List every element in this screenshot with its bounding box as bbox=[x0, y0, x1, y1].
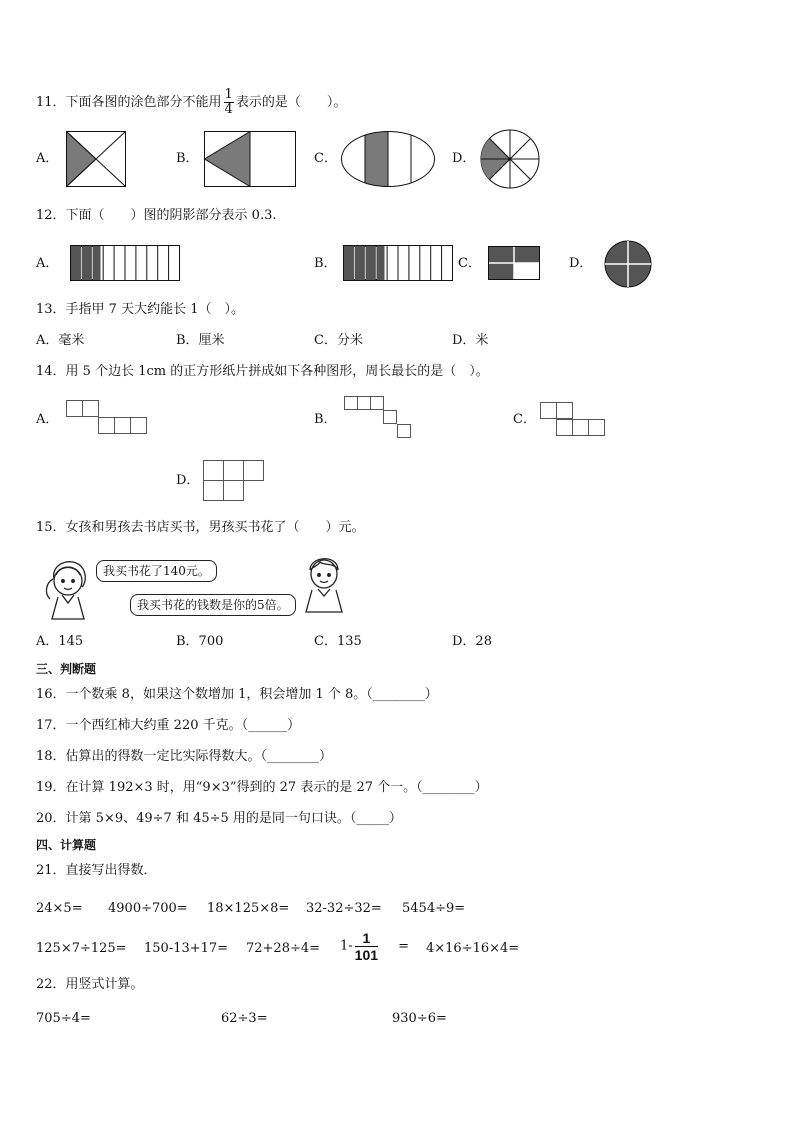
figure-14d bbox=[203, 460, 266, 502]
boy-speech-bubble bbox=[130, 594, 296, 616]
question-13: 13．手指甲 7 天大约能长 1（ ）。 bbox=[36, 302, 244, 317]
numerator: 1 bbox=[224, 87, 233, 102]
fraction bbox=[355, 930, 378, 963]
question-15: 15．女孩和男孩去书店买书，男孩买书花了（ ）元。 bbox=[36, 520, 365, 535]
calc-item: 5454÷9= bbox=[402, 901, 466, 916]
calc-item: 125×7÷125= bbox=[36, 941, 127, 956]
figure-11b bbox=[204, 131, 296, 187]
question-text: 11．下面各图的涂色部分不能用 bbox=[36, 95, 222, 110]
calc-item: 4×16÷16×4= bbox=[426, 941, 520, 956]
question-22: 22．用竖式计算。 bbox=[36, 977, 144, 992]
denominator: 101 bbox=[354, 947, 379, 963]
option-b: B．700 bbox=[176, 634, 224, 649]
question-21: 21．直接写出得数． bbox=[36, 863, 157, 878]
option-label-d: D． bbox=[176, 473, 200, 488]
girl-speech-bubble bbox=[96, 560, 217, 582]
option-c: C．分米 bbox=[314, 333, 363, 348]
figure-12a bbox=[70, 245, 180, 281]
expression-text: 1- bbox=[340, 938, 353, 954]
option-label-b: B． bbox=[314, 412, 337, 427]
question-18: 18．估算出的得数一定比实际得数大。（________） bbox=[36, 749, 333, 764]
boy-illustration bbox=[300, 552, 348, 614]
equals-sign: = bbox=[398, 938, 410, 954]
figure-11d bbox=[480, 129, 540, 189]
figure-14b bbox=[344, 396, 414, 439]
fraction bbox=[224, 88, 234, 117]
question-14: 14．用 5 个边长 1cm 的正方形纸片拼成如下各种图形，周长最长的是（ ）。 bbox=[36, 364, 489, 379]
calc-item: 18×125×8= bbox=[207, 901, 290, 916]
calc-item: 32-32÷32= bbox=[306, 901, 382, 916]
question-11 bbox=[36, 88, 346, 117]
boy-speech-text: 我买书花的钱数是你的5倍。 bbox=[137, 598, 289, 612]
option-label-d: D． bbox=[569, 256, 593, 271]
numerator: 1 bbox=[355, 930, 378, 947]
denominator: 4 bbox=[224, 102, 233, 117]
calc-item: 72+28÷4= bbox=[246, 941, 321, 956]
option-label-d: D． bbox=[452, 151, 476, 166]
question-16: 16．一个数乘 8，如果这个数增加 1，积会增加 1 个 8。（________） bbox=[36, 687, 438, 702]
option-label-c: C． bbox=[513, 412, 536, 427]
figure-12d bbox=[604, 240, 652, 288]
option-label-a: A． bbox=[36, 151, 59, 166]
question-20: 20．计第 5×9、49÷7 和 45÷5 用的是同一句口诀。（_____） bbox=[36, 811, 402, 826]
option-label-c: C． bbox=[458, 256, 481, 271]
figure-12b bbox=[343, 245, 453, 281]
figure-12c bbox=[488, 246, 540, 280]
figure-14a bbox=[66, 400, 148, 435]
option-d: D．米 bbox=[452, 333, 489, 348]
calc-item: 4900÷700= bbox=[108, 901, 188, 916]
figure-11c bbox=[341, 131, 435, 187]
option-label-b: B． bbox=[314, 256, 337, 271]
option-label-b: B． bbox=[176, 151, 199, 166]
question-text: 表示的是（ ）。 bbox=[235, 95, 347, 110]
calc-item-fraction bbox=[340, 930, 409, 963]
option-a: A．145 bbox=[36, 634, 84, 649]
option-d: D．28 bbox=[452, 634, 492, 649]
vertical-calc-item: 62÷3= bbox=[221, 1011, 268, 1026]
question-17: 17．一个西红柿大约重 220 千克。（______） bbox=[36, 718, 301, 733]
vertical-calc-item: 705÷4= bbox=[36, 1011, 91, 1026]
figure-14c bbox=[540, 402, 608, 437]
calc-item: 150-13+17= bbox=[144, 941, 229, 956]
option-b: B．厘米 bbox=[176, 333, 225, 348]
option-label-c: C． bbox=[314, 151, 337, 166]
option-label-a: A． bbox=[36, 256, 59, 271]
section-heading-judge: 三、判断题 bbox=[36, 662, 97, 676]
question-12: 12．下面（ ）图的阴影部分表示 0.3. bbox=[36, 208, 277, 223]
figure-11a bbox=[66, 131, 126, 187]
question-19: 19．在计算 192×3 时，用“9×3”得到的 27 表示的是 27 个一。（________） bbox=[36, 780, 488, 795]
girl-illustration bbox=[40, 553, 96, 621]
section-heading-calc: 四、计算题 bbox=[36, 838, 97, 852]
option-c: C．135 bbox=[314, 634, 362, 649]
girl-speech-text: 我买书花了140元。 bbox=[103, 564, 210, 578]
option-label-a: A． bbox=[36, 412, 59, 427]
calc-item: 24×5= bbox=[36, 901, 83, 916]
option-a: A．毫米 bbox=[36, 333, 85, 348]
vertical-calc-item: 930÷6= bbox=[392, 1011, 447, 1026]
